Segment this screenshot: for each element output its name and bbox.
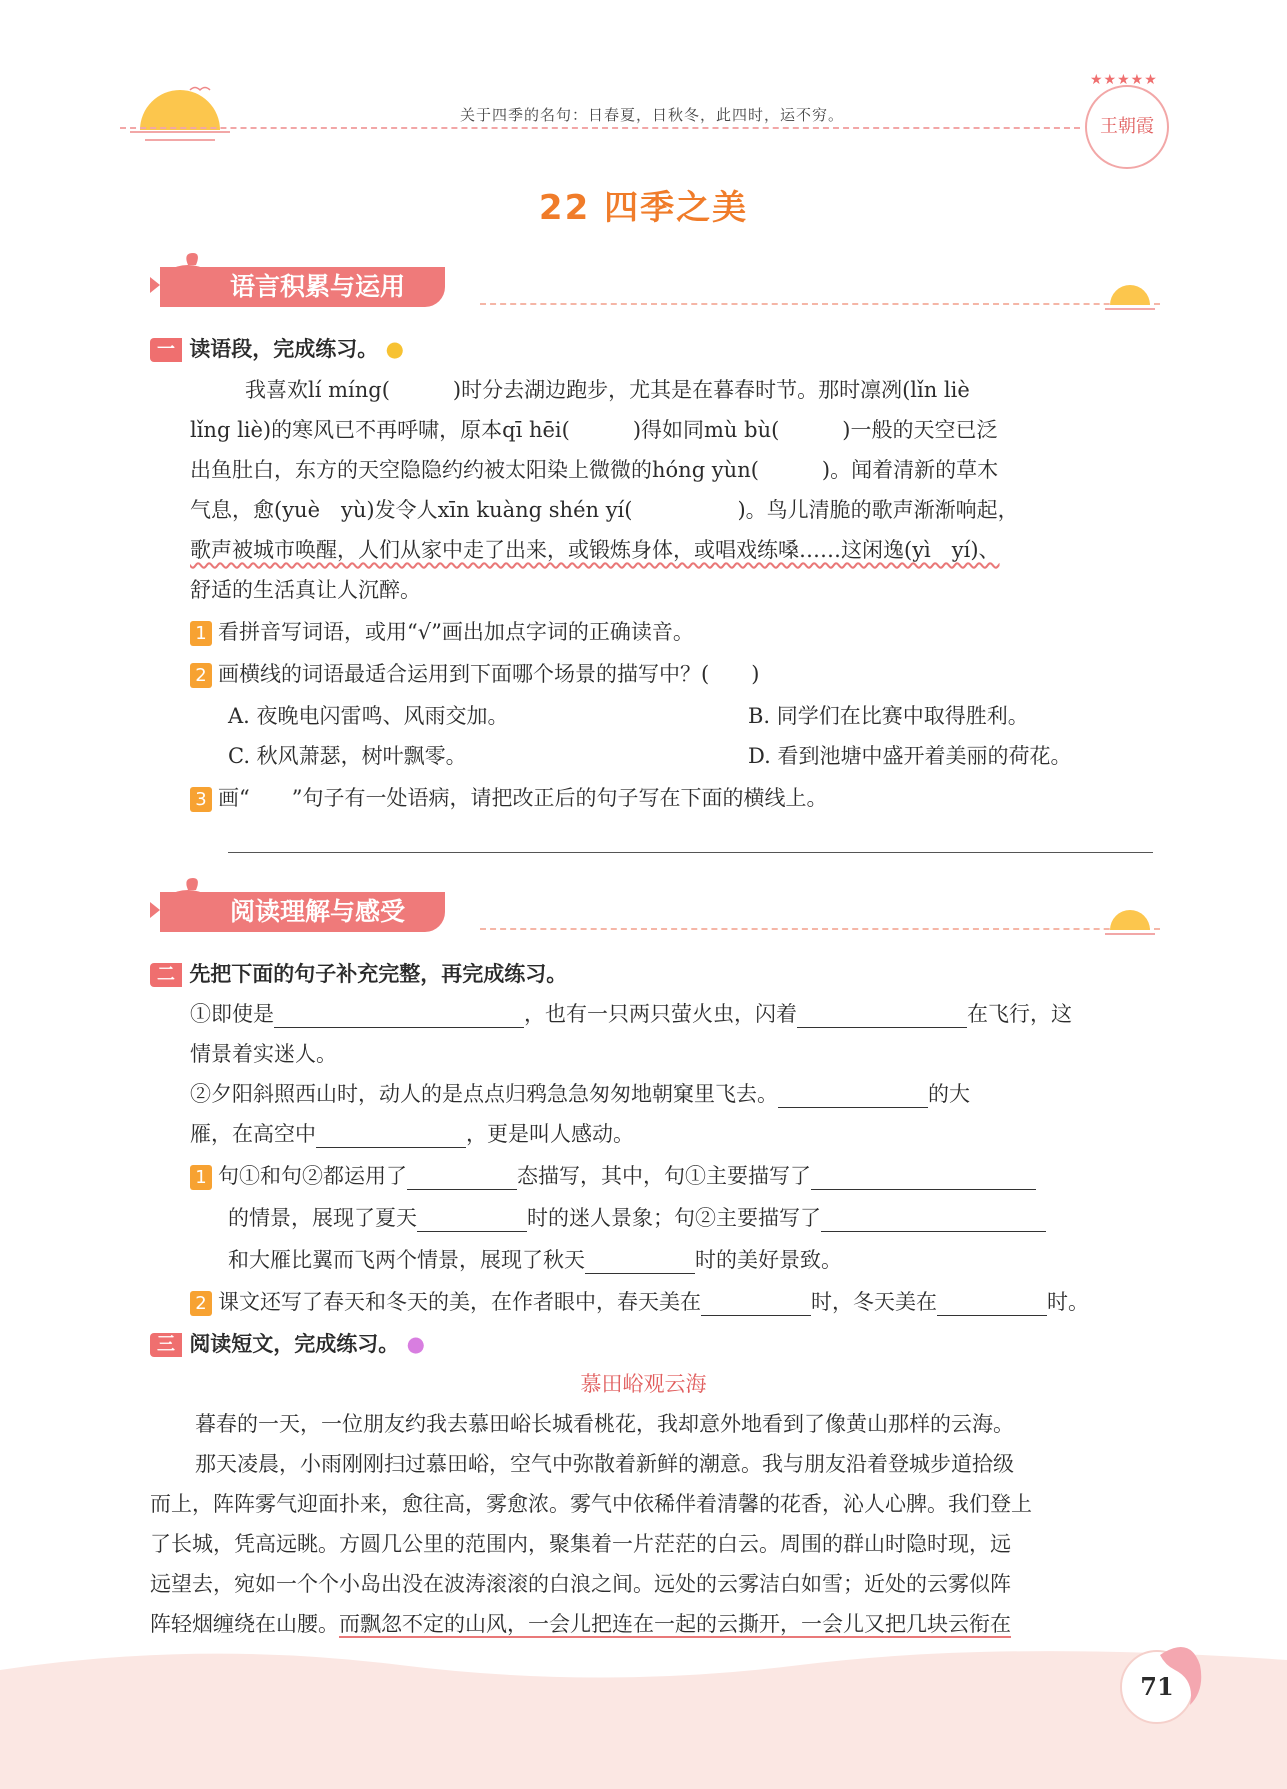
- p1-part-d: 时的迷人景象；句②主要描写了: [527, 1206, 821, 1230]
- page-number: 71: [1120, 1650, 1194, 1724]
- s1-part-b: ，也有一只两只萤火虫，闪着: [524, 1002, 797, 1026]
- question-1-heading: [150, 333, 404, 363]
- s1-part-c: 在飞行，这: [967, 1002, 1072, 1026]
- passage-title: 慕田峪观云海: [580, 1372, 707, 1396]
- blank-field[interactable]: [778, 1083, 928, 1108]
- blank-field[interactable]: [797, 1003, 967, 1028]
- para-line-2: lǐng liè)的寒风已不再呼啸，原本qī hēi( )得如同mù bù( )一般的天空已泛: [190, 418, 998, 442]
- blank-field[interactable]: [811, 1165, 1036, 1190]
- blank-field[interactable]: [937, 1291, 1047, 1316]
- p1-part-b: 态描写，其中，句①主要描写了: [517, 1164, 811, 1188]
- p2-part-c: 时。: [1047, 1290, 1089, 1314]
- p2-part-b: 时，冬天美在: [811, 1290, 937, 1314]
- p1-part-f: 时的美好景致。: [695, 1248, 842, 1272]
- p1-part-e: 和大雁比翼而飞两个情景，展现了秋天: [228, 1248, 585, 1272]
- bulb-icon: ●: [385, 337, 404, 361]
- subquestion-1-text: 看拼音写词语，或用“√”画出加点字词的正确读音。: [218, 620, 694, 644]
- blank-field[interactable]: [701, 1291, 811, 1316]
- sentence-2-line-1: [190, 1078, 970, 1108]
- passage-line-6-b: 而飘忽不定的山风，一会儿把连在一起的云撕开，一会儿又把几块云衔在: [339, 1612, 1011, 1636]
- num-badge-2: 2: [190, 1291, 212, 1316]
- blank-field[interactable]: [821, 1207, 1046, 1232]
- passage-line-6: [150, 1608, 1011, 1638]
- question-2-text: 先把下面的句子补充完整，再完成练习。: [189, 962, 568, 986]
- passage-line-4: 了长城，凭高远眺。方圆几公里的范围内，聚集着一片茫茫的白云。周围的群山时隐时现，远: [150, 1532, 1011, 1556]
- option-c[interactable]: C. 秋风萧瑟，树叶飘零。: [228, 744, 467, 768]
- sun-icon: [1100, 275, 1160, 315]
- stars-icon: ★★★★★: [1090, 72, 1158, 88]
- question-1-text: 读语段，完成练习。: [189, 337, 379, 361]
- practice-1-line-2: [228, 1202, 1046, 1232]
- para-line-6: 舒适的生活真让人沉醉。: [190, 578, 421, 602]
- num-badge-1: 1: [190, 621, 212, 646]
- practice-1-line-1: [190, 1160, 1036, 1190]
- s2-part-b: 的大: [928, 1082, 970, 1106]
- passage-line-3: 而上，阵阵雾气迎面扑来，愈往高，雾愈浓。雾气中依稀伴着清馨的花香，沁人心脾。我们登上: [150, 1492, 1032, 1516]
- logo-stamp: [1085, 85, 1169, 169]
- para-line-1: 我喜欢lí míng( )时分去湖边跑步，尤其是在暮春时节。那时凛冽(lǐn liè: [245, 378, 970, 402]
- p1-part-a: 句①和句②都运用了: [218, 1164, 407, 1188]
- question-3-label: 三: [150, 1333, 182, 1357]
- section-banner-reading: 阅读理解与感受: [160, 892, 445, 932]
- s2-part-a: ②夕阳斜照西山时，动人的是点点归鸦急急匆匆地朝窠里飞去。: [190, 1082, 778, 1106]
- question-1-label: 一: [150, 338, 182, 362]
- answer-line[interactable]: [228, 852, 1153, 853]
- option-a[interactable]: A. 夜晚电闪雷鸣、风雨交加。: [228, 704, 509, 728]
- blank-field[interactable]: [274, 1003, 524, 1028]
- banner-divider: [480, 303, 1160, 305]
- option-b[interactable]: B. 同学们在比赛中取得胜利。: [748, 704, 1029, 728]
- sun-icon: [1100, 900, 1160, 940]
- passage-line-2: 那天凌晨，小雨刚刚扫过慕田峪，空气中弥散着新鲜的潮意。我与朋友沿着登城步道拾级: [195, 1452, 1014, 1476]
- subquestion-3-text: 画“ ”句子有一处语病，请把改正后的句子写在下面的横线上。: [218, 786, 828, 810]
- blank-field[interactable]: [316, 1123, 466, 1148]
- sentence-1-line-1: [190, 998, 1072, 1028]
- option-d[interactable]: D. 看到池塘中盛开着美丽的荷花。: [748, 744, 1072, 768]
- subquestion-2: [190, 658, 759, 688]
- section-banner-language: 语言积累与运用: [160, 267, 445, 307]
- question-3-text: 阅读短文，完成练习。: [189, 1332, 400, 1356]
- bulb-icon: ●: [406, 1332, 425, 1356]
- question-3-heading: [150, 1328, 425, 1358]
- header-divider: [120, 127, 1080, 129]
- subquestion-2-text: 画横线的词语最适合运用到下面哪个场景的描写中？( ): [218, 662, 760, 686]
- passage-line-5: 远望去，宛如一个个小岛出没在波涛滚滚的白浪之间。远处的云雾洁白如雪；近处的云雾似阵: [150, 1572, 1011, 1596]
- question-2-label: 二: [150, 963, 182, 987]
- s2-part-c: 雁，在高空中: [190, 1122, 316, 1146]
- para-line-5: 歌声被城市唤醒，人们从家中走了出来，或锻炼身体，或唱戏练嗓……这闲逸(yì yí)、: [190, 538, 1000, 562]
- banner-divider: [480, 928, 1160, 930]
- p1-part-c: 的情景，展现了夏天: [228, 1206, 417, 1230]
- s2-part-d: ，更是叫人感动。: [466, 1122, 634, 1146]
- question-2-heading: [150, 958, 567, 988]
- sentence-1-line-2: 情景着实迷人。: [190, 1042, 337, 1066]
- sentence-2-line-2: [190, 1118, 634, 1148]
- num-badge-3: 3: [190, 787, 212, 812]
- subquestion-1: [190, 616, 694, 646]
- blank-field[interactable]: [407, 1165, 517, 1190]
- practice-2: [190, 1286, 1089, 1316]
- blank-field[interactable]: [585, 1249, 695, 1274]
- bottom-wave-decoration: [0, 1640, 1287, 1789]
- sunrise-icon: [130, 80, 240, 150]
- lesson-title: 22 四季之美: [538, 188, 749, 228]
- dolphin-icon: [1150, 1635, 1210, 1715]
- num-badge-1: 1: [190, 1165, 212, 1190]
- subquestion-3: [190, 782, 827, 812]
- practice-1-line-3: [228, 1244, 842, 1274]
- passage-line-1: 暮春的一天，一位朋友约我去慕田峪长城看桃花，我却意外地看到了像黄山那样的云海。: [195, 1412, 1014, 1436]
- passage-line-6-a: 阵轻烟缠绕在山腰。: [150, 1612, 339, 1636]
- p2-part-a: 课文还写了春天和冬天的美，在作者眼中，春天美在: [218, 1290, 701, 1314]
- logo-text: 王朝霞: [1100, 116, 1154, 137]
- para-line-4: 气息，愈(yuè yù)发令人xīn kuàng shén yí( )。鸟儿清脆的歌声渐渐响起，: [190, 498, 1019, 522]
- s1-part-a: ①即使是: [190, 1002, 274, 1026]
- blank-field[interactable]: [417, 1207, 527, 1232]
- num-badge-2: 2: [190, 663, 212, 688]
- para-line-3: 出鱼肚白，东方的天空隐隐约约被太阳染上微微的hóng yùn( )。闻着清新的草木: [190, 458, 999, 482]
- header-quote: 关于四季的名句：日春夏，日秋冬，此四时，运不穷。: [460, 106, 845, 124]
